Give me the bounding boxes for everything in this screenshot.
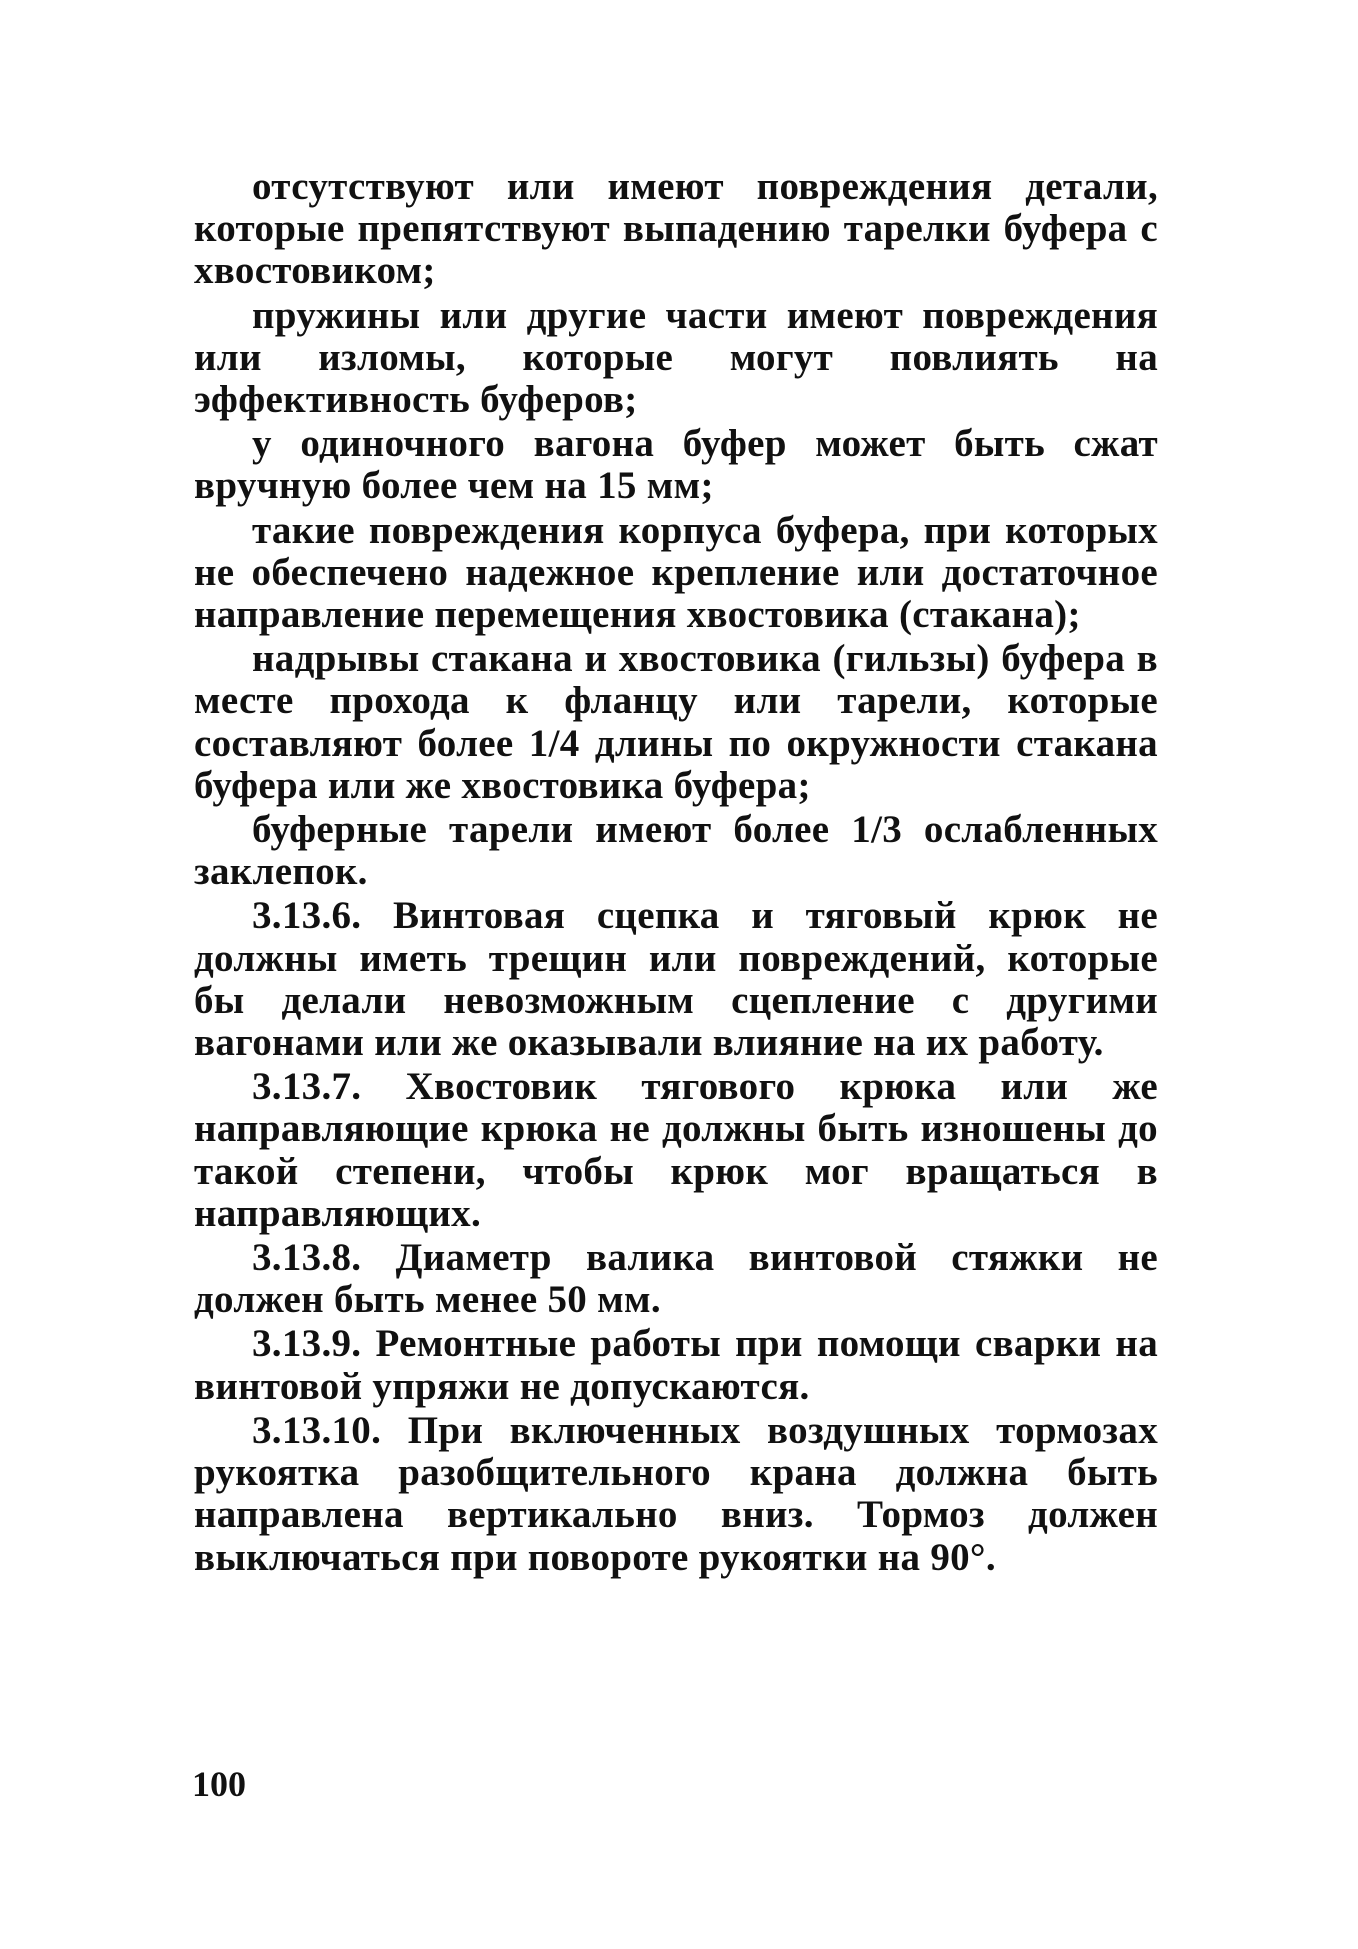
paragraph-text: Ремонтные работы при помощи сварки на винтовой упряжи не допускаются. bbox=[194, 1322, 1158, 1408]
clause-3-13-10 bbox=[194, 1410, 1158, 1579]
paragraph-text: пружины или другие части имеют повреждения или изломы, которые могут повлиять на эффективность буферов; bbox=[194, 293, 1158, 422]
paragraph-text: Хвостовик тягового крюка или же направляющие крюка не должны быть изношены до такой степени, чтобы крюк мог вращаться в направляющих. bbox=[194, 1065, 1158, 1235]
list-item-buffer-compression bbox=[194, 423, 1158, 507]
paragraph-text: такие повреждения корпуса буфера, при которых не обеспечено надежное крепление или достаточное направление перемещения хвостовика (стакана); bbox=[194, 508, 1158, 637]
paragraph-text: надрывы стакана и хвостовика (гильзы) буфера в месте прохода к фланцу или тарели, которые составляют более 1/4 длины по окружности стакана буфера или же хвостовика буфера; bbox=[194, 637, 1158, 807]
clause-number: 3.13.8. bbox=[252, 1236, 362, 1280]
paragraph-text: отсутствуют или имеют повреждения детали, которые препятствуют выпадению тарелки буфера с хвостовиком; bbox=[194, 165, 1158, 293]
paragraph-text: у одиночного вагона буфер может быть сжат вручную более чем на 15 мм; bbox=[194, 422, 1158, 508]
paragraph-text: Диаметр валика винтовой стяжки не должен быть менее 50 мм. bbox=[194, 1236, 1158, 1322]
clause-3-13-6 bbox=[194, 895, 1158, 1064]
list-item-springs-damaged bbox=[194, 295, 1158, 422]
clause-number: 3.13.6. bbox=[252, 894, 362, 938]
body-text bbox=[194, 166, 1158, 1579]
paragraph-text: буферные тарели имеют более 1/3 ослабленных заклепок. bbox=[194, 808, 1158, 894]
clause-3-13-9 bbox=[194, 1323, 1158, 1407]
clause-number: 3.13.9. bbox=[252, 1322, 362, 1366]
clause-number: 3.13.7. bbox=[252, 1065, 362, 1109]
list-item-loose-rivets bbox=[194, 809, 1158, 893]
list-item-missing-parts bbox=[194, 166, 1158, 293]
paragraph-text: Винтовая сцепка и тяговый крюк не должны иметь трещин или повреждений, которые бы делали невозможным сцепление с другими вагонами или же оказывали влияние на их работу. bbox=[194, 894, 1158, 1065]
list-item-buffer-body-damage bbox=[194, 510, 1158, 637]
page-number: 100 bbox=[192, 1764, 246, 1804]
clause-number: 3.13.10. bbox=[252, 1408, 382, 1452]
clause-3-13-8 bbox=[194, 1237, 1158, 1321]
paragraph-text: При включенных воздушных тормозах рукоятка разобщительного крана должна быть направлена вертикально вниз. Тормоз должен выключаться при повороте рукоятки на 90°. bbox=[194, 1408, 1158, 1579]
list-item-sleeve-tears bbox=[194, 638, 1158, 807]
clause-3-13-7 bbox=[194, 1066, 1158, 1235]
